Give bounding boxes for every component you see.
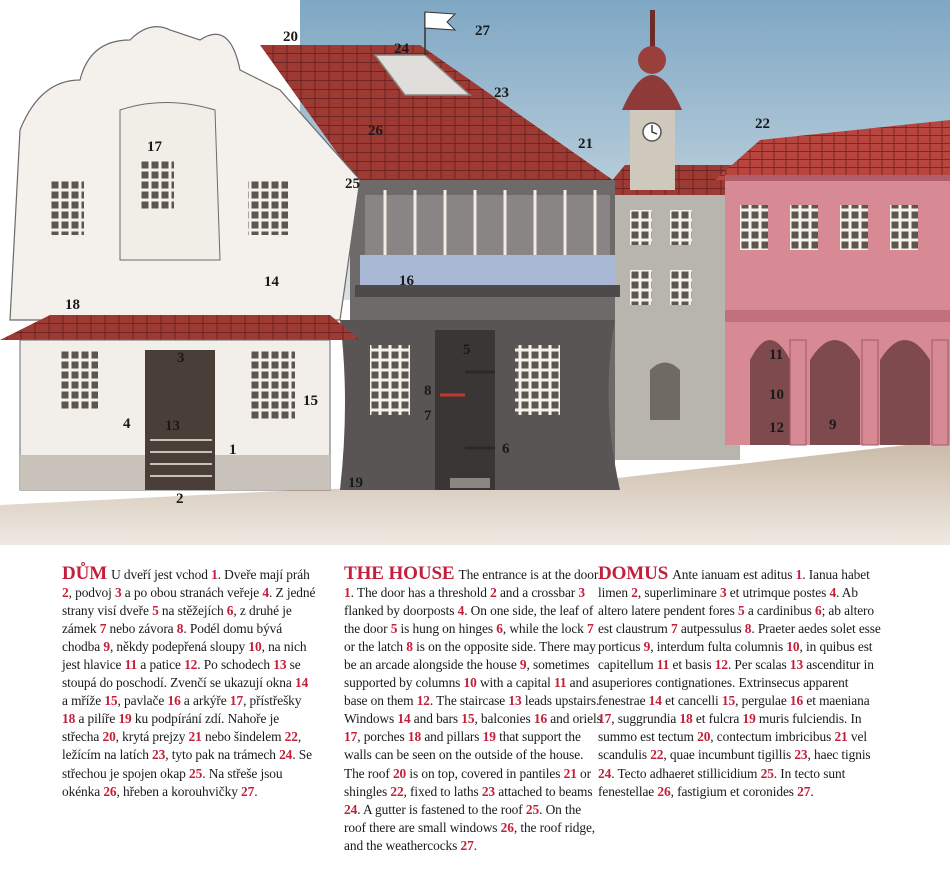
reference-number: 11 bbox=[553, 675, 567, 691]
reference-number: 16 bbox=[167, 693, 181, 709]
reference-number: 19 bbox=[482, 729, 496, 745]
reference-number: 15 bbox=[104, 693, 118, 709]
latin-body: Ante ianuam est aditus 1. Ianua habet limen 2, superliminare 3 et utrimque postes 4. Ab altero latere pendent fores 5 a cardinibus 6; ab altero est claustrum 7 autpessulus 8. Praeter aedes solet esse porticus 9, interdum fulta columnis 10, in quibus est capitellum 11 et basis 12. Per scalas 13 ascenditur in superiores contignationes. Extrinsecus apparent fenestrae 14 et cancelli 15, pergulae 16 et maeniana 17, suggrundia 18 et fulcra 19 muris fulciendis. In summo est tectum 20, contectum imbricibus 21 vel scandulis 22, quae incumbunt tigillis 23, haec tignis 24. Tecto adhaeret stillicidium 25. In tecto sunt fenestellae 26, fastigium et coronides 27. bbox=[598, 567, 881, 799]
callout-25: 25 bbox=[345, 176, 360, 192]
reference-number: 11 bbox=[656, 657, 670, 673]
reference-number: 13 bbox=[508, 693, 522, 709]
reference-number: 12 bbox=[714, 657, 728, 673]
callout-13: 13 bbox=[165, 418, 180, 434]
reference-number: 4 bbox=[262, 585, 269, 601]
reference-number: 27 bbox=[797, 783, 811, 799]
reference-number: 8 bbox=[406, 639, 413, 655]
reference-number: 1 bbox=[344, 585, 351, 601]
callout-2: 2 bbox=[176, 491, 184, 507]
callout-18: 18 bbox=[65, 297, 80, 313]
latin-heading: DOMUS bbox=[598, 563, 669, 584]
reference-number: 20 bbox=[392, 765, 407, 781]
reference-number: 24 bbox=[279, 747, 293, 763]
reference-number: 10 bbox=[786, 639, 800, 655]
reference-number: 23 bbox=[481, 783, 496, 799]
callout-24: 24 bbox=[394, 41, 409, 57]
czech-column bbox=[62, 565, 317, 801]
reference-number: 27 bbox=[241, 783, 255, 799]
reference-number: 5 bbox=[152, 603, 159, 619]
callout-19: 19 bbox=[348, 475, 363, 491]
callout-15: 15 bbox=[303, 393, 318, 409]
reference-number: 9 bbox=[643, 639, 651, 655]
reference-number: 6 bbox=[496, 621, 503, 637]
reference-number: 25 bbox=[760, 765, 774, 781]
reference-number: 3 bbox=[114, 585, 122, 601]
reference-number: 26 bbox=[500, 819, 514, 835]
callout-16: 16 bbox=[399, 273, 414, 289]
reference-number: 9 bbox=[103, 639, 110, 655]
reference-number: 16 bbox=[533, 711, 548, 727]
reference-number: 21 bbox=[834, 729, 848, 745]
reference-number: 1 bbox=[211, 567, 218, 582]
reference-number: 19 bbox=[118, 711, 132, 727]
reference-number: 18 bbox=[407, 729, 422, 745]
reference-number: 2 bbox=[490, 585, 497, 601]
reference-number: 23 bbox=[152, 747, 166, 763]
czech-heading: DŮM bbox=[62, 563, 108, 584]
callout-4: 4 bbox=[123, 416, 131, 432]
reference-number: 3 bbox=[719, 585, 727, 601]
callout-20: 20 bbox=[283, 29, 298, 45]
reference-number: 2 bbox=[62, 585, 69, 601]
reference-number: 25 bbox=[525, 801, 540, 817]
reference-number: 16 bbox=[789, 693, 804, 709]
reference-number: 9 bbox=[519, 657, 527, 673]
callout-11: 11 bbox=[769, 347, 784, 363]
reference-number: 25 bbox=[189, 765, 203, 781]
reference-number: 19 bbox=[742, 711, 756, 727]
reference-number: 26 bbox=[657, 783, 671, 799]
reference-number: 4 bbox=[829, 585, 837, 601]
reference-number: 7 bbox=[670, 621, 678, 637]
reference-number: 17 bbox=[598, 711, 612, 727]
latin-column bbox=[598, 565, 884, 801]
callout-3: 3 bbox=[177, 350, 185, 366]
callout-1: 1 bbox=[229, 442, 237, 458]
reference-number: 24 bbox=[344, 801, 358, 817]
reference-number: 10 bbox=[248, 639, 262, 655]
reference-number: 18 bbox=[679, 711, 693, 727]
reference-number: 7 bbox=[587, 621, 594, 637]
callout-7: 7 bbox=[424, 408, 432, 424]
reference-number: 17 bbox=[344, 729, 358, 745]
reference-number: 26 bbox=[103, 783, 117, 799]
reference-number: 13 bbox=[273, 657, 287, 673]
callout-27: 27 bbox=[475, 23, 490, 39]
reference-number: 3 bbox=[578, 585, 585, 601]
callout-22: 22 bbox=[755, 116, 770, 132]
reference-number: 8 bbox=[744, 621, 752, 637]
callout-5: 5 bbox=[463, 342, 471, 358]
reference-number: 21 bbox=[563, 765, 577, 781]
reference-number: 6 bbox=[226, 603, 234, 619]
reference-number: 7 bbox=[99, 621, 107, 637]
pink-building bbox=[715, 120, 950, 445]
reference-number: 13 bbox=[789, 657, 804, 673]
reference-number: 22 bbox=[650, 747, 664, 763]
reference-number: 6 bbox=[814, 603, 822, 619]
reference-number: 24 bbox=[598, 765, 612, 781]
callout-26: 26 bbox=[368, 123, 383, 139]
reference-number: 1 bbox=[795, 567, 803, 582]
reference-number: 18 bbox=[62, 711, 76, 727]
reference-number: 14 bbox=[294, 675, 309, 691]
reference-number: 15 bbox=[461, 711, 475, 727]
reference-number: 11 bbox=[124, 657, 138, 673]
reference-number: 22 bbox=[284, 729, 298, 745]
reference-number: 5 bbox=[737, 603, 745, 619]
callout-21: 21 bbox=[578, 136, 593, 152]
english-heading: THE HOUSE bbox=[344, 563, 455, 584]
callout-12: 12 bbox=[769, 420, 784, 436]
callout-9: 9 bbox=[829, 417, 837, 433]
reference-number: 4 bbox=[457, 603, 465, 619]
reference-number: 14 bbox=[397, 711, 411, 727]
reference-number: 21 bbox=[188, 729, 202, 745]
callout-23: 23 bbox=[494, 85, 509, 101]
reference-number: 12 bbox=[416, 693, 430, 709]
background-building bbox=[600, 165, 745, 460]
reference-number: 14 bbox=[648, 693, 662, 709]
callout-10: 10 bbox=[769, 387, 784, 403]
reference-number: 2 bbox=[631, 585, 638, 601]
reference-number: 10 bbox=[463, 675, 477, 691]
reference-number: 5 bbox=[390, 621, 398, 637]
english-body: The entrance is at the door 1. The door has a threshold 2 and a crossbar 3 flanked by doorposts 4. On one side, the leaf of the door 5 is hung on hinges 6, while the lock 7 or the latch 8 is on the opposite side. There may be an arcade alongside the house 9, sometimes supported by columns 10 with a capital 11 and a base on them 12. The staircase 13 leads upstairs. Windows 14 and bars 15, balconies 16 and oriels 17, porches 18 and pillars 19 that support the walls can be seen on the outside of the house. The roof 20 is on top, covered in pantiles 21 or shingles 22, fixed to laths 23 attached to beams 24. A gutter is fastened to the roof 25. On the roof there are small windows 26, the roof ridge, and the weathercocks 27. bbox=[344, 567, 602, 853]
callout-14: 14 bbox=[264, 274, 279, 290]
reference-number: 15 bbox=[721, 693, 736, 709]
callout-8: 8 bbox=[424, 383, 432, 399]
reference-number: 17 bbox=[229, 693, 244, 709]
reference-number: 27 bbox=[460, 837, 474, 853]
reference-number: 22 bbox=[390, 783, 404, 799]
callout-6: 6 bbox=[502, 441, 510, 457]
czech-body: U dveří jest vchod 1. Dveře mají práh 2, podvoj 3 a po obou stranách veřeje 4. Z jedné strany visí dveře 5 na stěžejích 6, z druhé je zámek 7 nebo závora 8. Podél domu bývá chodba 9, někdy podepřená sloupy 10, na nich jest hlavice 11 a patice 12. Po schodech 13 se stoupá do poschodí. Zvenčí se ukazují okna 14 a mříže 15, pavlače 16 a arkýře 17, přístřešky 18 a pilíře 19 ku podpírání zdí. Nahoře je střecha 20, krytá prejzy 21 nebo šindelem 22, ležícím na latích 23, tyto pak na trámech 24. Se střechou je spojen okap 25. Na střeše jsou okénka 26, hřeben a korouhvičky 27. bbox=[62, 567, 316, 799]
reference-number: 23 bbox=[794, 747, 808, 763]
reference-number: 20 bbox=[697, 729, 711, 745]
callout-17: 17 bbox=[147, 139, 162, 155]
reference-number: 20 bbox=[102, 729, 116, 745]
reference-number: 8 bbox=[176, 621, 184, 637]
reference-number: 12 bbox=[184, 657, 198, 673]
english-column bbox=[344, 565, 606, 855]
